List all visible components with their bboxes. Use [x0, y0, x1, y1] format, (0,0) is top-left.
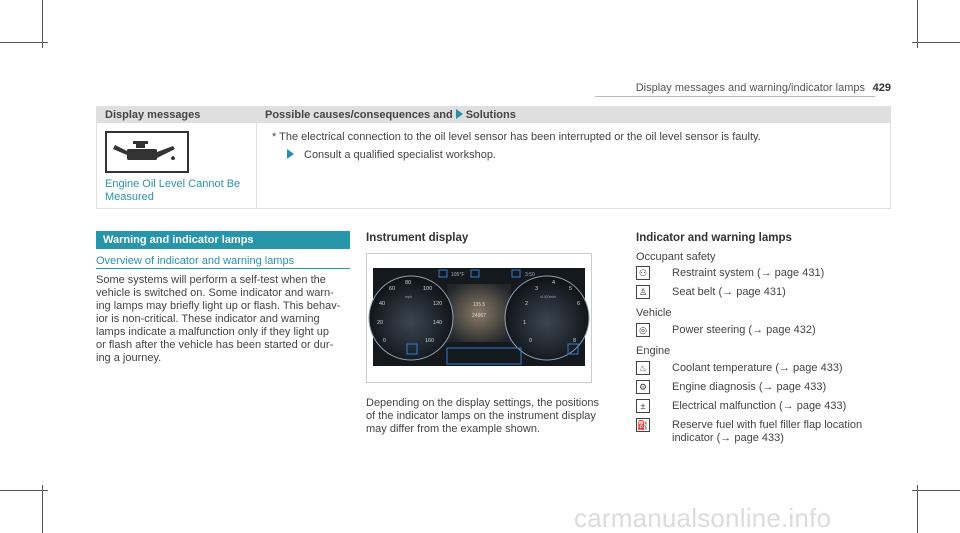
battery-icon: ± — [636, 399, 650, 413]
col-display-messages: Display messages — [105, 109, 201, 121]
rpm-tick: 6 — [577, 301, 581, 307]
column-divider — [256, 123, 257, 209]
speedometer-dial — [369, 276, 453, 360]
rpm-tick: 3 — [535, 286, 539, 292]
instrument-display-title: Instrument display — [366, 232, 469, 244]
lamp-entry: Seat belt (→ page 431) — [672, 286, 786, 298]
cluster-svg — [367, 254, 591, 382]
crop-mark — [912, 490, 960, 491]
crop-mark — [42, 485, 43, 533]
solution-step: Consult a qualified specialist workshop. — [287, 149, 496, 161]
crop-mark — [0, 42, 48, 43]
speed-tick: 40 — [379, 301, 386, 307]
group-engine: Engine — [636, 345, 671, 357]
group-vehicle: Vehicle — [636, 307, 672, 319]
instrument-cluster-image — [366, 253, 592, 383]
rpm-tick: 2 — [525, 301, 529, 307]
clock-readout: 3:50 — [525, 272, 535, 278]
section-heading-bar — [96, 231, 350, 249]
cause-text: * The electrical connection to the oil level sensor has been interrupted or the oil level sensor is faulty. — [272, 131, 761, 143]
oil-can-icon — [105, 131, 189, 173]
rpm-unit: x1000/min — [540, 295, 557, 299]
lamp-entry-continued: indicator (→ page 433) — [672, 432, 784, 444]
fuel-pump-icon: ⛽ — [636, 418, 650, 432]
tachometer-dial — [505, 276, 589, 360]
speed-tick: 0 — [383, 338, 387, 344]
speed-tick: 20 — [377, 320, 384, 326]
message-label: Engine Oil Level Cannot Be Measured — [105, 178, 241, 203]
play-triangle-icon — [287, 149, 294, 159]
airbag-icon: ⚇ — [636, 266, 650, 280]
play-triangle-icon — [456, 109, 463, 119]
lamp-entry: Coolant temperature (→ page 433) — [672, 362, 843, 374]
rpm-tick: 5 — [569, 286, 573, 292]
lamp-entry: Reserve fuel with fuel filler flap location — [672, 419, 863, 431]
rpm-tick: 8 — [573, 338, 577, 344]
trip-readout: 135.5 — [472, 302, 486, 308]
section-title: Warning and indicator lamps — [103, 234, 254, 246]
crop-mark — [917, 0, 918, 48]
col-causes-solutions: Possible causes/consequences and Solutions — [265, 109, 516, 121]
group-occupant-safety: Occupant safety — [636, 251, 716, 263]
header-rule — [595, 96, 875, 97]
rpm-tick: 1 — [523, 320, 527, 326]
speed-tick: 120 — [433, 301, 443, 307]
temperature-readout: 105°F — [451, 272, 465, 278]
rpm-tick: 4 — [552, 280, 556, 286]
subsection-title: Overview of indicator and warning lamps — [96, 255, 295, 267]
coolant-temperature-icon: ♨ — [636, 361, 650, 375]
crop-mark — [42, 0, 43, 48]
odometer-readout: 24967 — [472, 313, 486, 319]
table-header — [97, 107, 890, 123]
display-message-table — [96, 106, 891, 209]
speed-tick: 140 — [433, 320, 443, 326]
crop-mark — [912, 42, 960, 43]
speed-tick: 80 — [405, 280, 412, 286]
lamp-entry: Electrical malfunction (→ page 433) — [672, 400, 847, 412]
speed-tick: 60 — [389, 286, 396, 292]
speed-tick: 160 — [425, 338, 435, 344]
crop-mark — [917, 485, 918, 533]
indicator-lamps-title: Indicator and warning lamps — [636, 232, 792, 244]
seat-belt-icon: ♙ — [636, 285, 650, 299]
page-number: 429 — [872, 82, 891, 94]
lamp-entry: Engine diagnosis (→ page 433) — [672, 381, 827, 393]
engine-diagnosis-icon: ⚙ — [636, 380, 650, 394]
speed-tick: 100 — [423, 286, 433, 292]
subsection-rule — [96, 268, 350, 269]
crop-mark — [0, 490, 48, 491]
cluster-caption: Depending on the display settings, the positions of the indicator lamps on the instrument display may differ from the example shown. — [366, 397, 599, 435]
speed-unit: mph — [405, 295, 412, 299]
lamp-entry: Power steering (→ page 432) — [672, 324, 816, 336]
watermark: carmanualsonline.info — [574, 503, 832, 533]
intro-paragraph: Some systems will perform a self-test when the vehicle is switched on. Some indicator and warn- ing lamps may briefly light up or flash. This behav- ior is non-critical. These indicator and warning lamps indicate a malfunction only if they light up or flash after the vehicle has been started or dur- ing a journey. — [96, 274, 341, 364]
power-steering-icon: ◎ — [636, 323, 650, 337]
header-title: Display messages and warning/indicator lamps — [635, 82, 865, 94]
lamp-entry: Restraint system (→ page 431) — [672, 267, 825, 279]
rpm-tick: 0 — [529, 338, 533, 344]
running-header — [605, 82, 891, 94]
